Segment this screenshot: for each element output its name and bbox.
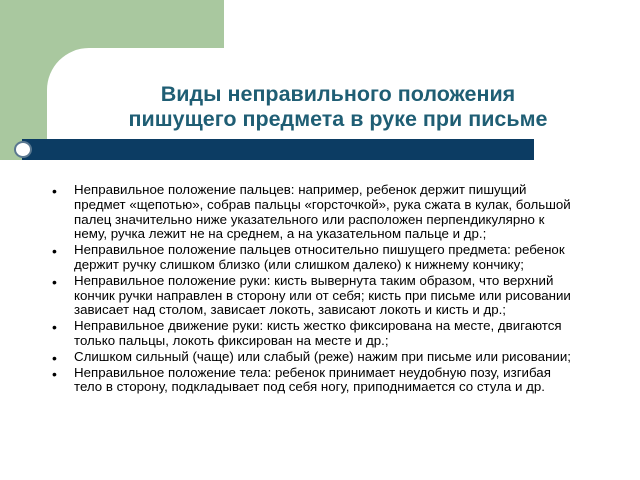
list-item xyxy=(50,366,610,396)
bullet-line: палец значительно ниже указательного или расположен перпендикулярно к xyxy=(74,211,545,227)
list-item xyxy=(50,274,610,318)
bullet-line: тело в сторону, подкладывает под себя ногу, приподнимается со стула и др. xyxy=(74,379,545,395)
title-divider-bar xyxy=(22,139,534,160)
list-item xyxy=(50,350,610,365)
bullet-line: Неправильное положение тела: ребенок принимает неудобную позу, изгибая xyxy=(74,364,551,380)
bullet-line: Неправильное положение руки: кисть вывернута таким образом, что верхний xyxy=(74,272,554,288)
bullet-line: кончик ручки направлен в сторону или от себя; кисть при письме или рисовании xyxy=(74,287,571,303)
bullet-line: зависает над столом, зависает локоть, зависают локоть и кисть и др.; xyxy=(74,302,506,318)
bullet-line: предмет «щепотью», собрав пальцы «горсточкой», рука сжата в кулак, большой xyxy=(74,196,571,212)
bullet-text xyxy=(74,243,610,273)
bullet-line: нему, ручка лежит не на среднем, а на указательном пальце и др.; xyxy=(74,226,487,242)
slide-title-line: Виды неправильного положения xyxy=(160,82,516,106)
list-item xyxy=(50,319,610,349)
bullet-line: держит ручку слишком близко (или слишком далеко) к нижнему кончику; xyxy=(74,256,524,272)
bullet-text xyxy=(74,319,610,349)
list-item xyxy=(50,183,610,242)
bullet-list xyxy=(50,183,610,396)
bullet-line: Неправильное движение руки: кисть жестко фиксирована на месте, двигаются xyxy=(74,318,562,334)
list-item xyxy=(50,243,610,273)
divider-circle-icon xyxy=(14,141,32,158)
bullet-icon: • xyxy=(52,319,57,336)
bullet-icon: • xyxy=(52,365,57,382)
slide-title-line: пишущего предмета в руке при письме xyxy=(128,107,548,131)
bullet-line: Слишком сильный (чаще) или слабый (реже) нажим при письме или рисовании; xyxy=(74,348,571,364)
bullet-line: Неправильное положение пальцев относительно пишущего предмета: ребенок xyxy=(74,242,565,258)
bullet-line: только пальцы, локоть фиксирован на месте и др.; xyxy=(74,332,389,348)
bullet-text xyxy=(74,274,610,318)
bullet-icon: • xyxy=(52,273,57,290)
bullet-icon: • xyxy=(52,243,57,260)
left-margin xyxy=(0,160,47,480)
bullet-text xyxy=(74,350,610,365)
bullet-text xyxy=(74,366,610,396)
bullet-text xyxy=(74,183,610,242)
bullet-icon: • xyxy=(52,349,57,366)
bullet-icon: • xyxy=(52,183,57,199)
slide-title xyxy=(60,82,616,132)
bullet-line: Неправильное положение пальцев: например, ребенок держит пишущий xyxy=(74,182,527,197)
